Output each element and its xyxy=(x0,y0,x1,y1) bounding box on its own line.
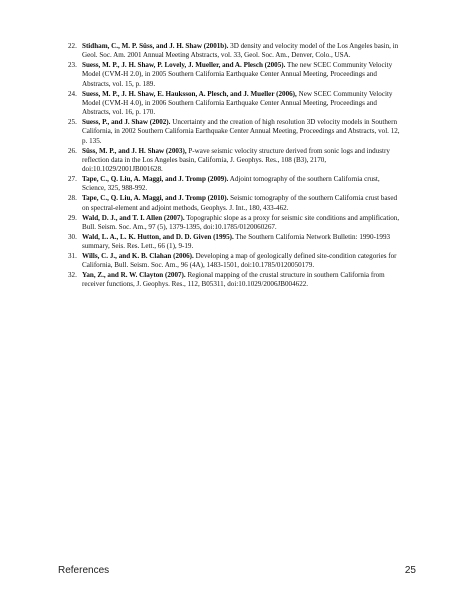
reference-text: The new SCEC Community Velocity Model (CVM-H 2.0), in 2005 Southern California Earthquake Center Annual Meeting, Proceedings and Abstracts, vol. 15, p. 189. xyxy=(82,61,393,88)
reference-authors: Tape, C., Q. Liu, A. Maggi, and J. Tromp (2009). xyxy=(82,175,229,184)
page-number: 25 xyxy=(404,565,416,576)
reference-text: Regional mapping of the crustal structure in southern California from receiver functions, J. Geophys. Res., 112, B05311, doi:10.1029/2006JB004622. xyxy=(82,271,385,289)
reference-authors: Suess, M. P., J. H. Shaw, E. Hauksson, A. Plesch, and J. Mueller (2006), xyxy=(82,89,297,98)
reference-text: P-wave seismic velocity structure derived from sonic logs and industry reflection data in the Los Angeles basin, California, J. Geophys. Res., 108 (B3), 2170, doi:10.1029/2001JB001628. xyxy=(82,146,390,174)
reference-item xyxy=(60,118,405,146)
reference-list xyxy=(60,42,405,290)
reference-number: 31. xyxy=(68,251,77,260)
reference-item xyxy=(60,214,405,233)
reference-item xyxy=(60,90,405,118)
reference-authors: Yan, Z., and R. W. Clayton (2007). xyxy=(82,271,186,280)
reference-text: The Southern California Network Bulletin: 1990-1993 summary, Seis. Res. Lett., 66 (1), 9-19. xyxy=(82,232,391,250)
reference-number: 29. xyxy=(68,213,77,222)
footer-section-title: References xyxy=(58,565,110,576)
reference-item xyxy=(60,252,405,271)
reference-number: 30. xyxy=(68,232,77,241)
reference-item xyxy=(60,147,405,175)
reference-authors: Suess, P., and J. Shaw (2002). xyxy=(82,118,171,127)
reference-authors: Tape, C., Q. Liu, A. Maggi, and J. Tromp (2010). xyxy=(82,194,229,203)
reference-text: Uncertainty and the creation of high resolution 3D velocity models in Southern California, in 2002 Southern California Earthquake Center Annual Meeting, Proceedings and Abstracts, vol. 12, p. 135. xyxy=(82,118,400,145)
reference-item xyxy=(60,271,405,290)
reference-item xyxy=(60,194,405,213)
reference-number: 28. xyxy=(68,194,77,203)
reference-text: Developing a map of geologically defined site-condition categories for California, Bull. Seism. Soc. Am., 96 (4A), 1483-1501, doi:10.1785/0120050179. xyxy=(82,251,397,270)
reference-number: 25. xyxy=(68,118,77,127)
reference-authors: Suess, M. P., J. H. Shaw, P. Lovely, J. Mueller, and A. Plesch (2005). xyxy=(82,61,286,70)
reference-text: Topographic slope as a proxy for seismic site conditions and amplification, Bull. Seism. Soc. Am., 97 (5), 1379-1395, doi:10.1785/0120060267. xyxy=(82,213,400,231)
reference-text: 3D density and velocity model of the Los Angeles basin, in Geol. Soc. Am. 2001 Annual Meeting Abstracts, vol. 33, Geol. Soc. Am., Denver, Colo., USA. xyxy=(82,42,399,60)
reference-number: 32. xyxy=(68,271,77,280)
reference-text: Seismic tomography of the southern California crust based on spectral-element and adjoint methods, Geophys. J. Int., 180, 433-462. xyxy=(82,194,398,212)
reference-authors: Wills, C. J., and K. B. Clahan (2006). xyxy=(82,251,194,260)
reference-number: 27. xyxy=(68,175,77,184)
reference-text: New SCEC Community Velocity Model (CVM-H 4.0), in 2006 Southern California Earthquake Center Annual Meeting, Proceedings and Abstracts, vol. 16, p. 170. xyxy=(82,89,393,117)
reference-authors: Wald, L. A., L. K. Hutton, and D. D. Given (1995). xyxy=(82,232,234,241)
reference-text: Adjoint tomography of the southern California crust, Science, 325, 988-992. xyxy=(82,175,380,193)
reference-number: 26. xyxy=(68,146,77,155)
reference-number: 22. xyxy=(68,42,77,50)
reference-authors: Stidham, C., M. P. Süss, and J. H. Shaw (2001b). xyxy=(82,42,229,50)
reference-item xyxy=(60,61,405,89)
reference-authors: Wald, D. J., and T. I. Allen (2007). xyxy=(82,213,185,222)
reference-number: 24. xyxy=(68,89,77,98)
reference-item xyxy=(60,233,405,252)
reference-item xyxy=(60,175,405,194)
reference-number: 23. xyxy=(68,61,77,70)
reference-authors: Süss, M. P., and J. H. Shaw (2003), xyxy=(82,146,187,155)
reference-item xyxy=(60,42,405,61)
